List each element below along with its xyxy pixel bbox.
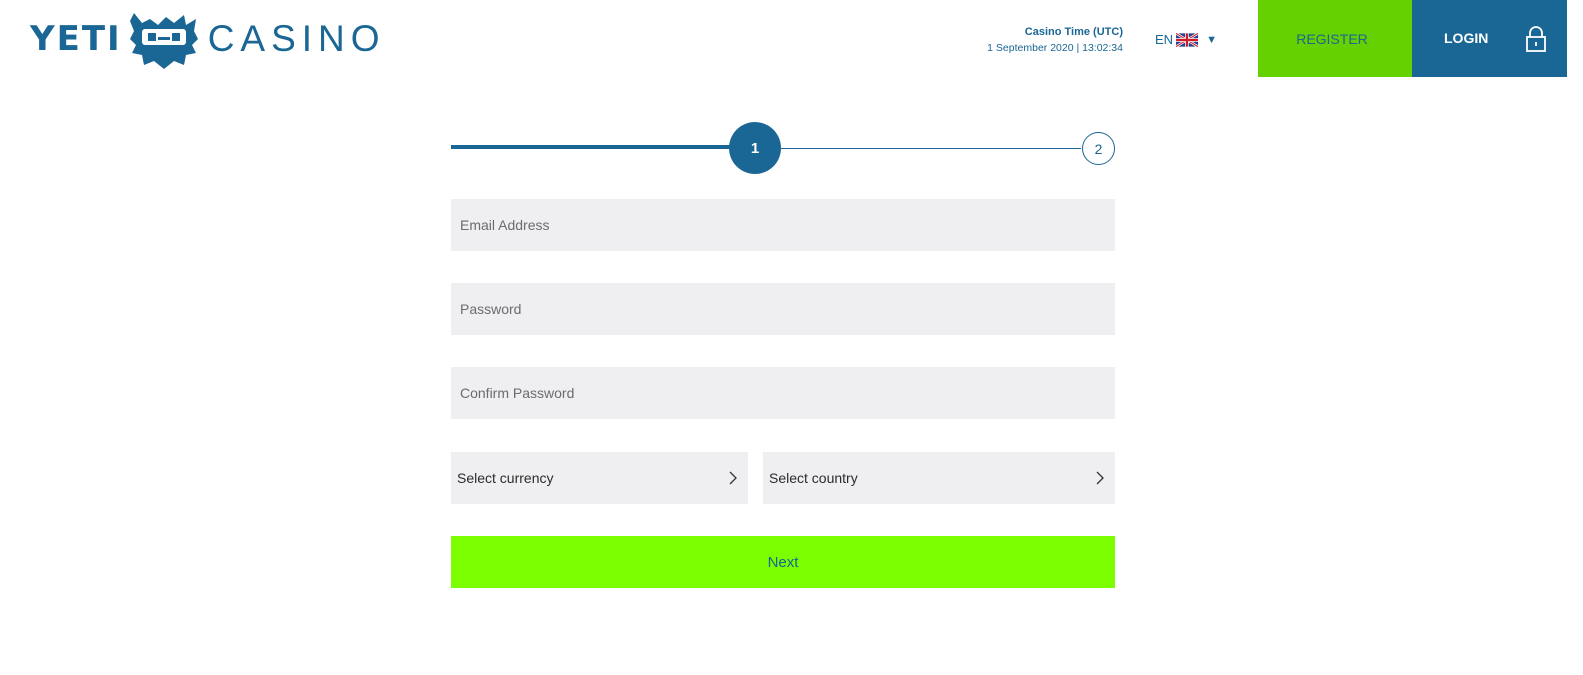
- step-1-indicator: 1: [729, 122, 781, 174]
- next-button[interactable]: Next: [451, 536, 1115, 588]
- confirm-password-input[interactable]: [451, 367, 1115, 419]
- casino-time-title: Casino Time (UTC): [1024, 26, 1123, 38]
- caret-down-icon: ▼: [1206, 33, 1217, 46]
- stepper-progress-line: [451, 145, 731, 149]
- chevron-right-icon: [729, 471, 737, 485]
- header: [0, 0, 1583, 77]
- logo-text-casino: CASINO: [207, 18, 386, 59]
- currency-select[interactable]: [451, 452, 748, 504]
- uk-flag-icon: [1176, 33, 1198, 47]
- registration-stepper: [451, 122, 1115, 172]
- yeti-mascot-icon: [128, 9, 200, 69]
- email-input[interactable]: [451, 199, 1115, 251]
- lock-icon: [1526, 26, 1546, 52]
- language-code: EN: [1155, 32, 1174, 47]
- login-label: LOGIN: [1444, 30, 1489, 46]
- logo-text-yeti: YETI: [30, 19, 122, 59]
- register-button[interactable]: REGISTER: [1258, 0, 1412, 77]
- currency-select-label: Select currency: [457, 470, 554, 486]
- casino-time-datetime: 1 September 2020 | 13:02:34: [987, 42, 1123, 54]
- chevron-right-icon: [1096, 471, 1104, 485]
- country-select[interactable]: [763, 452, 1115, 504]
- language-selector[interactable]: [1155, 32, 1217, 47]
- country-select-label: Select country: [769, 470, 858, 486]
- step-2-indicator: 2: [1082, 132, 1115, 165]
- password-input[interactable]: [451, 283, 1115, 335]
- casino-time: [987, 24, 1123, 56]
- stepper-remaining-line: [781, 148, 1081, 149]
- login-button[interactable]: [1412, 0, 1567, 77]
- logo[interactable]: [30, 8, 386, 70]
